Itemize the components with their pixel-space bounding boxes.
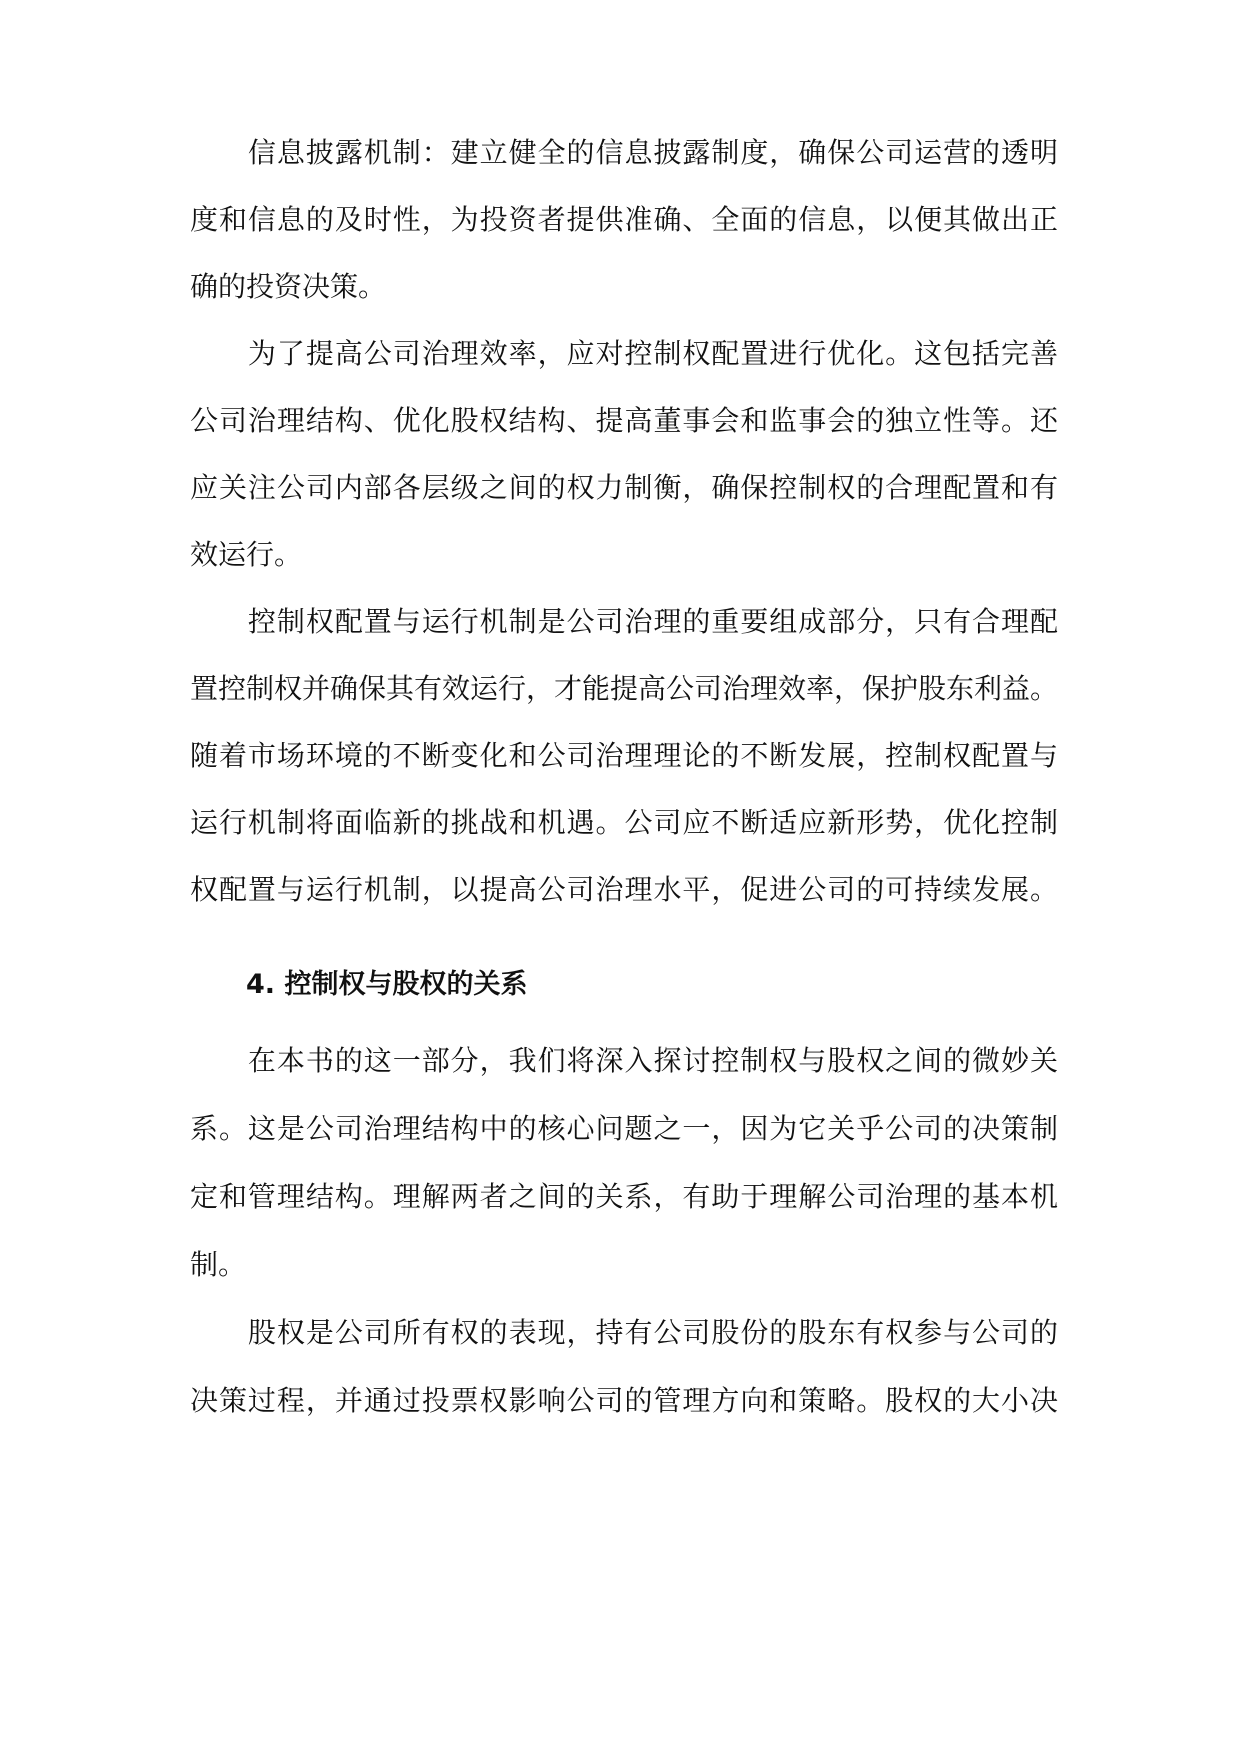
section-heading: 4. 控制权与股权的关系 — [246, 969, 528, 1000]
paragraph-2-line-1: 为了提高公司治理效率，应对控制权配置进行优化。这包括完善 — [190, 337, 1058, 370]
paragraph-5-line-2: 决策过程，并通过投票权影响公司的管理方向和策略。股权的大小决 — [190, 1384, 1058, 1417]
paragraph-3-line-3: 随着市场环境的不断变化和公司治理理论的不断发展，控制权配置与 — [190, 739, 1058, 772]
paragraph-2-line-4: 效运行。 — [190, 538, 303, 571]
paragraph-5-line-1: 股权是公司所有权的表现，持有公司股份的股东有权参与公司的 — [190, 1316, 1058, 1349]
paragraph-1-line-2: 度和信息的及时性，为投资者提供准确、全面的信息，以便其做出正 — [190, 203, 1058, 236]
paragraph-4-line-2: 系。这是公司治理结构中的核心问题之一，因为它关乎公司的决策制 — [190, 1112, 1058, 1145]
paragraph-2-line-3: 应关注公司内部各层级之间的权力制衡，确保控制权的合理配置和有 — [190, 471, 1058, 504]
paragraph-1-line-1: 信息披露机制：建立健全的信息披露制度，确保公司运营的透明 — [190, 136, 1058, 169]
paragraph-2-line-2: 公司治理结构、优化股权结构、提高董事会和监事会的独立性等。还 — [190, 404, 1058, 437]
paragraph-4-line-4: 制。 — [190, 1248, 247, 1281]
paragraph-3-line-5: 权配置与运行机制，以提高公司治理水平，促进公司的可持续发展。 — [190, 873, 1058, 906]
paragraph-3-line-2: 置控制权并确保其有效运行，才能提高公司治理效率，保护股东利益。 — [190, 672, 1058, 705]
paragraph-4-line-1: 在本书的这一部分，我们将深入探讨控制权与股权之间的微妙关 — [190, 1044, 1058, 1077]
paragraph-3-line-4: 运行机制将面临新的挑战和机遇。公司应不断适应新形势，优化控制 — [190, 806, 1058, 839]
paragraph-1-line-3: 确的投资决策。 — [190, 270, 387, 303]
paragraph-3-line-1: 控制权配置与运行机制是公司治理的重要组成部分，只有合理配 — [190, 605, 1058, 638]
paragraph-4-line-3: 定和管理结构。理解两者之间的关系，有助于理解公司治理的基本机 — [190, 1180, 1058, 1213]
